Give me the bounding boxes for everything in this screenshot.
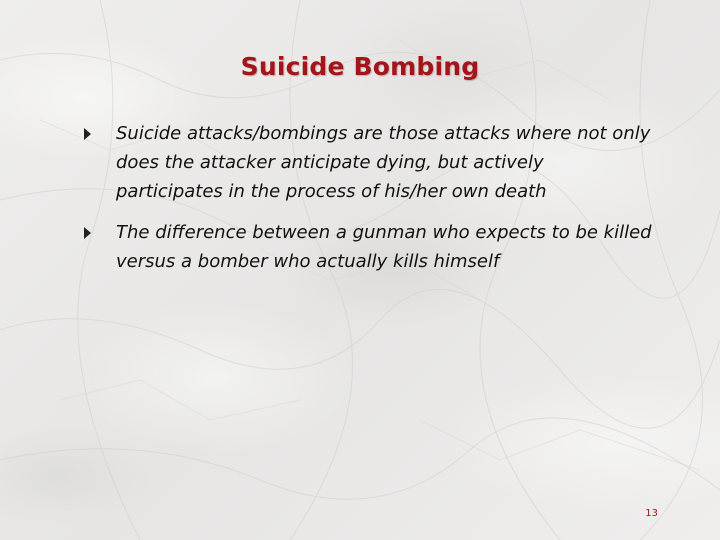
bullet-text: The difference between a gunman who expects to be killed versus a bomber who actually kills himself: [116, 222, 652, 272]
bullet-item: [84, 119, 654, 206]
triangle-right-bullet-icon: [84, 227, 91, 239]
bullet-item: [84, 218, 654, 276]
bullet-list: [84, 119, 654, 288]
page-number: 13: [645, 508, 658, 519]
triangle-right-bullet-icon: [84, 128, 91, 140]
bullet-text: Suicide attacks/bombings are those attacks where not only does the attacker anticipate dying, but actively participates in the process of his/her own death: [116, 123, 651, 202]
slide-title: Suicide Bombing: [240, 52, 480, 81]
